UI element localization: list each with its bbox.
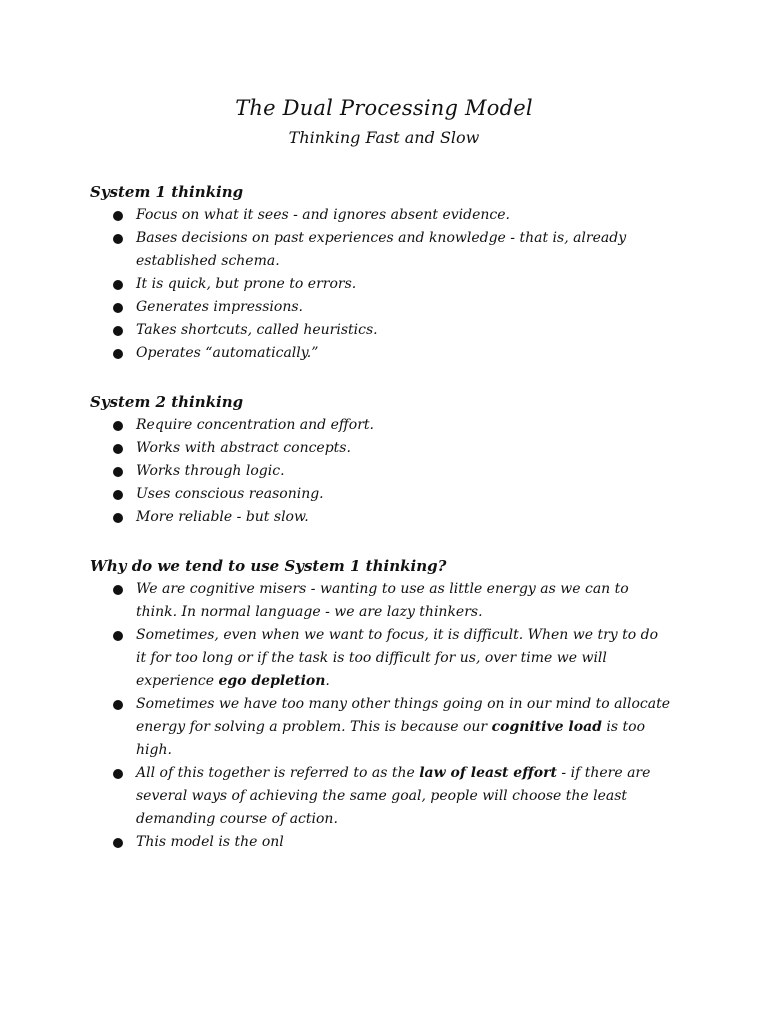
key-term: law of least effort [419, 765, 557, 781]
item-text: . [325, 673, 330, 689]
list-item: We are cognitive misers - wanting to use as little energy as we can to think. In normal language - we are lazy thinkers. [90, 578, 670, 624]
item-text: Sometimes, even when we want to focus, it is difficult. When we try to do it for too long or if the task is too difficult for us, over time we will experience [136, 627, 659, 689]
list-item: Require concentration and effort. [90, 414, 670, 437]
item-text: is too high. [136, 719, 645, 758]
list-item: Generates impressions. [90, 296, 670, 319]
section-heading: System 2 thinking [90, 393, 244, 411]
list-item [90, 624, 670, 693]
section-system-2 [90, 391, 670, 529]
section-why-system-1 [90, 555, 670, 854]
item-text: Sometimes we have too many other things going on in our mind to allocate energy for solving a problem. This is because our [136, 696, 671, 735]
list-item: More reliable - but slow. [90, 506, 670, 529]
key-term: cognitive load [491, 719, 602, 735]
list-item: Bases decisions on past experiences and knowledge - that is, already established schema. [90, 227, 670, 273]
item-text: All of this together is referred to as the [136, 765, 420, 781]
section-heading: System 1 thinking [90, 183, 244, 201]
section-heading: Why do we tend to use System 1 thinking? [90, 557, 447, 575]
list-item: Uses conscious reasoning. [90, 483, 670, 506]
list-item [90, 762, 670, 831]
list-item: It is quick, but prone to errors. [90, 273, 670, 296]
key-term: ego depletion [218, 673, 326, 689]
list-item: Works through logic. [90, 460, 670, 483]
item-text: - if there are several ways of achieving the same goal, people will choose the least demanding course of action. [136, 765, 651, 827]
list-item [90, 693, 670, 762]
bullet-list [90, 578, 670, 854]
list-item: Focus on what it sees - and ignores absent evidence. [90, 204, 670, 227]
list-item: Works with abstract concepts. [90, 437, 670, 460]
list-item: This model is the onl [90, 831, 670, 854]
bullet-list [90, 414, 670, 529]
page-subtitle: Thinking Fast and Slow [288, 128, 480, 147]
list-item: Takes shortcuts, called heuristics. [90, 319, 670, 342]
list-item: Operates “automatically.” [90, 342, 670, 365]
section-system-1 [90, 181, 670, 365]
bullet-list [90, 204, 670, 365]
page-title: The Dual Processing Model [235, 96, 533, 120]
